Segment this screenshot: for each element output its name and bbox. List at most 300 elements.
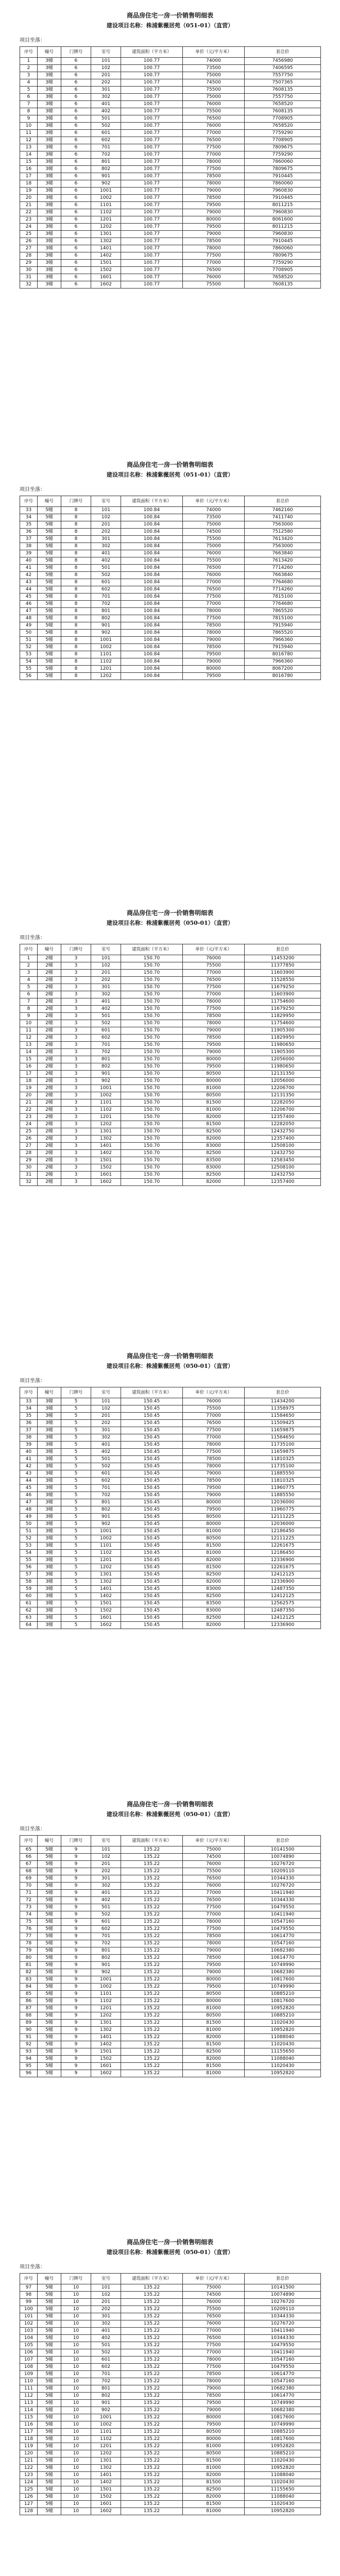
table-row (20, 2421, 321, 2429)
table-cell: 29 (20, 1157, 38, 1164)
table-cell: 6 (61, 87, 91, 94)
table-cell: 69 (20, 1875, 38, 1883)
table-cell: 64 (20, 1622, 38, 1629)
table-cell: 5 (61, 1478, 91, 1485)
table-row (20, 1085, 321, 1092)
table-cell: 34 (20, 514, 38, 521)
table-cell: 135.22 (121, 1911, 183, 1919)
table-cell: 57 (20, 1571, 38, 1579)
table-cell: 901 (91, 173, 121, 180)
table-cell: 100.77 (121, 180, 183, 188)
table-cell: 98 (20, 2292, 38, 2299)
table-cell: 5幢 (38, 2070, 61, 2077)
table-cell: 111 (20, 2385, 38, 2393)
table-cell: 42 (20, 572, 38, 579)
table-cell: 135.22 (121, 1897, 183, 1904)
table-cell: 902 (91, 1969, 121, 1976)
table-cell: 100.84 (121, 529, 183, 536)
table-cell: 7764680 (245, 579, 321, 586)
table-cell: 3 (20, 970, 38, 977)
table-cell: 9 (61, 2063, 91, 2070)
table-cell: 12487350 (245, 1607, 321, 1615)
table-row (20, 2465, 321, 2472)
table-cell: 101 (91, 955, 121, 962)
table-cell: 7411740 (245, 514, 321, 521)
table-cell: 39 (20, 1442, 38, 1449)
table-cell: 100.77 (121, 159, 183, 166)
column-header: 建筑面积（平方米） (121, 47, 183, 58)
table-cell: 501 (91, 565, 121, 572)
table-row (20, 2328, 321, 2335)
table-cell: 2幢 (38, 1071, 61, 1078)
table-cell: 100.77 (121, 260, 183, 267)
table-cell: 301 (91, 1427, 121, 1434)
table-row (20, 666, 321, 673)
table-cell: 79500 (183, 1506, 245, 1514)
table-cell: 6 (61, 188, 91, 195)
table-cell: 81500 (183, 1564, 245, 1571)
table-cell: 3幢 (38, 94, 61, 101)
table-cell: 44 (20, 586, 38, 594)
table-cell: 102 (91, 1405, 121, 1413)
table-cell: 402 (91, 557, 121, 565)
table-cell: 102 (91, 65, 121, 72)
table-cell: 15 (20, 1056, 38, 1063)
table-cell: 78500 (183, 173, 245, 180)
table-cell: 76500 (183, 1420, 245, 1427)
table-cell: 135.22 (121, 2450, 183, 2458)
table-cell: 8 (61, 658, 91, 666)
table-cell: 100.84 (121, 630, 183, 637)
table-cell: 2幢 (38, 1114, 61, 1121)
table-cell: 3幢 (38, 1535, 61, 1543)
table-cell: 1501 (91, 2486, 121, 2494)
table-cell: 135.22 (121, 2414, 183, 2421)
table-cell: 3幢 (38, 209, 61, 216)
table-cell: 3 (61, 977, 91, 984)
table-row (20, 2385, 321, 2393)
table-cell: 10817600 (245, 2414, 321, 2421)
table-row (20, 1615, 321, 1622)
table-cell: 1601 (91, 1615, 121, 1622)
table-cell: 5 (61, 1579, 91, 1586)
table-cell: 19 (20, 1085, 38, 1092)
table-cell: 202 (91, 529, 121, 536)
table-cell: 10 (61, 2364, 91, 2371)
table-cell: 127 (20, 2501, 38, 2508)
table-cell: 5 (20, 984, 38, 991)
table-cell: 37 (20, 536, 38, 543)
table-cell: 801 (91, 1056, 121, 1063)
table-cell: 201 (91, 2299, 121, 2306)
table-cell: 79500 (183, 202, 245, 209)
table-row (20, 2450, 321, 2458)
table-cell: 116 (20, 2421, 38, 2429)
table-cell: 801 (91, 1947, 121, 1955)
table-cell: 2幢 (38, 1013, 61, 1020)
table-cell: 1501 (91, 2048, 121, 2056)
table-cell: 82000 (183, 1114, 245, 1121)
table-cell: 135.22 (121, 1854, 183, 1861)
table-cell: 5幢 (38, 637, 61, 644)
table-cell: 5 (61, 1571, 91, 1579)
table-cell: 1002 (91, 644, 121, 651)
table-cell: 1201 (91, 2443, 121, 2450)
table-cell: 135.22 (121, 2063, 183, 2070)
table-cell: 82000 (183, 1557, 245, 1564)
table-cell: 3 (61, 1049, 91, 1056)
table-cell: 79500 (183, 224, 245, 231)
table-header-row (20, 2274, 321, 2284)
table-cell: 3 (61, 1099, 91, 1107)
table-cell: 43 (20, 579, 38, 586)
table-cell: 401 (91, 2328, 121, 2335)
table-cell: 10885210 (245, 2450, 321, 2458)
table-cell: 79000 (183, 1947, 245, 1955)
table-cell: 45 (20, 1485, 38, 1492)
table-row (20, 962, 321, 970)
table-cell: 81000 (183, 2465, 245, 2472)
table-cell: 11155650 (245, 2048, 321, 2056)
table-cell: 75500 (183, 87, 245, 94)
table-cell: 5幢 (38, 1868, 61, 1875)
price-section (0, 453, 340, 679)
table-cell: 150.45 (121, 1557, 183, 1564)
project-address: 项目坐落： (20, 935, 45, 941)
table-cell: 100.77 (121, 130, 183, 137)
table-cell: 150.45 (121, 1420, 183, 1427)
table-cell: 501 (91, 2342, 121, 2349)
table-cell: 3幢 (38, 130, 61, 137)
table-row (20, 1136, 321, 1143)
table-cell: 2幢 (38, 991, 61, 998)
table-cell: 150.70 (121, 1136, 183, 1143)
table-cell: 1401 (91, 1586, 121, 1593)
table-row (20, 1121, 321, 1128)
table-cell: 78000 (183, 2357, 245, 2364)
table-cell: 76500 (183, 267, 245, 274)
table-row (20, 1521, 321, 1528)
table-cell: 34 (20, 1405, 38, 1413)
table-cell: 8 (61, 630, 91, 637)
table-cell: 35 (20, 1413, 38, 1420)
table-cell: 135.22 (121, 2357, 183, 2364)
project-name: 建设项目名称：株浦紫薇居苑（050-01）（直营） (106, 920, 234, 926)
table-cell: 80000 (183, 1056, 245, 1063)
table-cell: 100.84 (121, 521, 183, 529)
table-cell: 49 (20, 622, 38, 630)
table-cell: 88 (20, 2012, 38, 2020)
table-cell: 5幢 (38, 2465, 61, 2472)
table-cell: 3幢 (38, 238, 61, 245)
table-cell: 2幢 (38, 1121, 61, 1128)
column-header: 门牌号 (61, 496, 91, 507)
table-cell: 78 (20, 1940, 38, 1947)
table-cell: 9 (61, 1911, 91, 1919)
table-cell: 94 (20, 2056, 38, 2063)
table-cell: 702 (91, 1940, 121, 1947)
table-row (20, 1543, 321, 1550)
section-heading (0, 4, 340, 30)
table-cell: 81500 (183, 2020, 245, 2027)
table-cell: 5 (61, 1543, 91, 1550)
project-name: 建设项目名称：株浦紫薇居苑（050-01）（直营） (106, 1811, 234, 1818)
table-cell: 1402 (91, 1593, 121, 1600)
table-cell: 74500 (183, 1854, 245, 1861)
table-cell: 901 (91, 622, 121, 630)
table-cell: 5幢 (38, 651, 61, 658)
table-cell: 5幢 (38, 2313, 61, 2320)
table-cell: 81000 (183, 2508, 245, 2515)
table-cell: 54 (20, 1550, 38, 1557)
table-cell: 12036000 (245, 1521, 321, 1528)
table-cell: 76500 (183, 565, 245, 572)
table-cell: 77000 (183, 1413, 245, 1420)
section-heading (0, 2231, 340, 2257)
table-cell: 12 (20, 1035, 38, 1042)
table-cell: 1001 (91, 1528, 121, 1535)
table-cell: 602 (91, 1478, 121, 1485)
table-cell: 5幢 (38, 514, 61, 521)
table-cell: 5幢 (38, 2020, 61, 2027)
table-row (20, 2292, 321, 2299)
table-cell: 135.22 (121, 2070, 183, 2077)
table-row (20, 1420, 321, 1427)
table-cell: 5 (61, 1607, 91, 1615)
table-cell: 3幢 (38, 1571, 61, 1579)
table-cell: 3 (61, 984, 91, 991)
table-cell: 37 (20, 1427, 38, 1434)
table-cell: 82500 (183, 1615, 245, 1622)
table-cell: 46 (20, 1492, 38, 1499)
table-cell: 12357400 (245, 1179, 321, 1186)
table-cell: 5幢 (38, 1976, 61, 1984)
table-cell: 12282050 (245, 1121, 321, 1128)
table-cell: 12412125 (245, 1593, 321, 1600)
table-cell: 135.22 (121, 2012, 183, 2020)
table-cell: 7860060 (245, 245, 321, 252)
table-cell: 2幢 (38, 977, 61, 984)
table-cell: 80000 (183, 1998, 245, 2005)
table-cell: 10817600 (245, 2436, 321, 2443)
table-cell: 150.45 (121, 1427, 183, 1434)
table-cell: 12282050 (245, 1099, 321, 1107)
table-cell: 100.77 (121, 209, 183, 216)
table-cell: 12186450 (245, 1550, 321, 1557)
table-cell: 51 (20, 637, 38, 644)
table-cell: 10 (61, 2494, 91, 2501)
table-cell: 5幢 (38, 2501, 61, 2508)
table-cell: 11020430 (245, 2458, 321, 2465)
table-cell: 5幢 (38, 1897, 61, 1904)
table-cell: 100.84 (121, 651, 183, 658)
table-cell: 76500 (183, 2313, 245, 2320)
table-row (20, 159, 321, 166)
table-cell: 10344330 (245, 1875, 321, 1883)
table-cell: 10 (61, 2357, 91, 2364)
table-cell: 5幢 (38, 594, 61, 601)
table-cell: 100.84 (121, 637, 183, 644)
table-cell: 150.70 (121, 1027, 183, 1035)
table-row (20, 2479, 321, 2486)
table-cell: 81000 (183, 1085, 245, 1092)
table-cell: 35 (20, 521, 38, 529)
table-cell: 115 (20, 2414, 38, 2421)
table-cell: 7663840 (245, 550, 321, 557)
table-cell: 5幢 (38, 673, 61, 680)
table-cell: 10 (61, 2508, 91, 2515)
table-cell: 5幢 (38, 1962, 61, 1969)
table-cell: 3幢 (38, 65, 61, 72)
table-cell: 10682380 (245, 2407, 321, 2414)
table-cell: 201 (91, 1413, 121, 1420)
table-row (20, 1092, 321, 1099)
table-cell: 3幢 (38, 1564, 61, 1571)
table-cell: 3幢 (38, 260, 61, 267)
table-cell: 10 (61, 2328, 91, 2335)
table-cell: 3幢 (38, 1492, 61, 1499)
table-cell: 1001 (91, 637, 121, 644)
table-cell: 100.77 (121, 144, 183, 151)
table-cell: 7563000 (245, 543, 321, 550)
table-cell: 1401 (91, 1143, 121, 1150)
table-cell: 3幢 (38, 1528, 61, 1535)
table-row (20, 2414, 321, 2421)
table-cell: 9 (61, 1883, 91, 1890)
table-cell: 135.22 (121, 1998, 183, 2005)
table-cell: 1202 (91, 224, 121, 231)
table-cell: 10547160 (245, 1940, 321, 1947)
table-cell: 124 (20, 2479, 38, 2486)
table-cell: 9 (61, 2034, 91, 2041)
table-cell: 81000 (183, 2443, 245, 2450)
table-cell: 3 (61, 1107, 91, 1114)
table-cell: 1002 (91, 2421, 121, 2429)
table-row (20, 2299, 321, 2306)
table-cell: 45 (20, 594, 38, 601)
table-cell: 1302 (91, 1136, 121, 1143)
table-row (20, 2335, 321, 2342)
table-cell: 150.45 (121, 1398, 183, 1405)
table-row (20, 2020, 321, 2027)
table-cell: 11829950 (245, 1035, 321, 1042)
table-cell: 7910445 (245, 173, 321, 180)
table-cell: 8 (61, 536, 91, 543)
table-cell: 5幢 (38, 2436, 61, 2443)
table-cell: 150.45 (121, 1449, 183, 1456)
table-cell: 8 (61, 622, 91, 630)
table-row (20, 970, 321, 977)
table-cell: 80500 (183, 2012, 245, 2020)
table-cell: 150.45 (121, 1405, 183, 1413)
table-cell: 5幢 (38, 658, 61, 666)
table-cell: 77500 (183, 1427, 245, 1434)
table-row (20, 1143, 321, 1150)
table-cell: 8 (61, 601, 91, 608)
table-cell: 100.77 (121, 137, 183, 144)
table-cell: 100.77 (121, 245, 183, 252)
table-cell: 1502 (91, 2494, 121, 2501)
table-cell: 135.22 (121, 1883, 183, 1890)
column-header: 幢号 (38, 2274, 61, 2284)
table-cell: 10 (61, 2320, 91, 2328)
table-cell: 135.22 (121, 2400, 183, 2407)
table-cell: 5幢 (38, 2378, 61, 2385)
table-cell: 9 (61, 1962, 91, 1969)
table-cell: 402 (91, 1006, 121, 1013)
table-cell: 12131350 (245, 1071, 321, 1078)
table-cell: 56 (20, 673, 38, 680)
table-cell: 77500 (183, 144, 245, 151)
table-row (20, 202, 321, 209)
table-row (20, 1991, 321, 1998)
table-cell: 3幢 (38, 151, 61, 159)
table-cell: 9 (61, 2012, 91, 2020)
table-cell: 117 (20, 2429, 38, 2436)
table-row (20, 2342, 321, 2349)
table-cell: 3幢 (38, 1586, 61, 1593)
table-cell: 12056000 (245, 1056, 321, 1063)
column-header: 序号 (20, 1387, 38, 1398)
table-cell: 10 (61, 2443, 91, 2450)
table-cell: 27 (20, 245, 38, 252)
table-cell: 72 (20, 1897, 38, 1904)
table-cell: 6 (61, 202, 91, 209)
table-cell: 84 (20, 1984, 38, 1991)
table-cell: 81000 (183, 1528, 245, 1535)
table-row (20, 1579, 321, 1586)
price-section (0, 1793, 340, 2076)
table-row (20, 557, 321, 565)
table-cell: 5 (61, 1442, 91, 1449)
table-cell: 3 (61, 1006, 91, 1013)
table-cell: 502 (91, 1463, 121, 1470)
table-cell: 78500 (183, 622, 245, 630)
table-cell: 10411940 (245, 1911, 321, 1919)
table-cell: 1002 (91, 195, 121, 202)
table-cell: 5 (61, 1586, 91, 1593)
table-cell: 135.22 (121, 2472, 183, 2479)
table-cell: 6 (61, 123, 91, 130)
table-cell: 78000 (183, 159, 245, 166)
table-cell: 82500 (183, 1172, 245, 1179)
table-row (20, 2027, 321, 2034)
table-cell: 6 (61, 195, 91, 202)
table-cell: 1502 (91, 267, 121, 274)
table-cell: 76000 (183, 1398, 245, 1405)
column-header: 套总价 (245, 1387, 321, 1398)
table-cell: 3 (61, 1114, 91, 1121)
table-cell: 1502 (91, 2056, 121, 2063)
table-row (20, 2378, 321, 2385)
table-cell: 77500 (183, 1006, 245, 1013)
table-cell: 11088040 (245, 2056, 321, 2063)
table-cell: 802 (91, 615, 121, 622)
table-cell: 109 (20, 2371, 38, 2378)
table-row (20, 2063, 321, 2070)
table-cell: 11960775 (245, 1485, 321, 1492)
table-cell: 3幢 (38, 267, 61, 274)
table-cell: 5幢 (38, 1991, 61, 1998)
table-cell: 5幢 (38, 1904, 61, 1911)
table-header-row (20, 47, 321, 58)
table-cell: 6 (61, 224, 91, 231)
table-cell: 8 (61, 529, 91, 536)
table-cell: 3 (61, 998, 91, 1006)
table-cell: 101 (91, 507, 121, 514)
table-cell: 75000 (183, 1846, 245, 1854)
table-cell: 302 (91, 991, 121, 998)
